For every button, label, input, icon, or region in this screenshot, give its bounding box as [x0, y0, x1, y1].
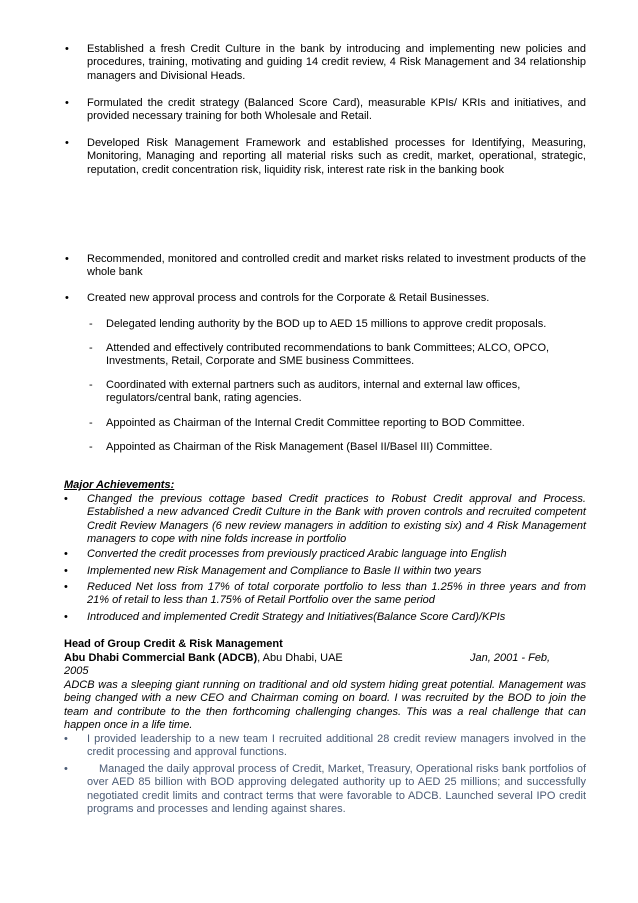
bullet-glyph: • [64, 493, 68, 505]
dash-text: Attended and effectively contributed recommendations to bank Committees; ALCO, OPCO, Investments, Retail, Corporate and SME business Committees. [106, 342, 550, 368]
job-bullet-text: Managed the daily approval process of Credit, Market, Treasury, Operational risks bank portfolios of over AED 85 billion with BOD approving delegated authority up to AED 25 millions; and successfully negotiated credit limits and contract terms that were favorable to ADCB. Launched several IPO credit programs and processes and lending against shares. [87, 763, 586, 816]
job-title: Head of Group Credit & Risk Management [64, 638, 283, 650]
bullet-text: Developed Risk Management Framework and established processes for Identifying, Measuring, Monitoring, Managing and reporting all material risks such as credit, market, operational, strategic, reputation, credit concentration risk, liquidity risk, interest rate risk in the banking book [87, 137, 586, 176]
bullet-glyph: • [64, 763, 68, 775]
achievement-text: Introduced and implemented Credit Strategy and Initiatives(Balance Score Card)/KPIs [87, 611, 506, 623]
achievement-text: Implemented new Risk Management and Compliance to Basle II within two years [87, 565, 482, 577]
dash-glyph: - [89, 342, 93, 354]
job-location: , Abu Dhabi, UAE [257, 652, 343, 664]
achievement-text: Changed the previous cottage based Credit practices to Robust Credit approval and Process. Established a new advanced Credit Culture in the Bank with proven controls and recruited competent Credit Review Managers (6 new review managers in addition to existing six) and 4 Risk Management managers to cope with nine folds increase in portfolio [87, 493, 586, 546]
dash-glyph: - [89, 441, 93, 453]
company-name: Abu Dhabi Commercial Bank (ADCB) [64, 652, 258, 664]
bullet-text: Established a fresh Credit Culture in the bank by introducing and implementing new policies and procedures, training, motivating and guiding 14 credit review, 4 Risk Management and 34 relationship managers and Divisional Heads. [87, 43, 586, 82]
dash-text: Coordinated with external partners such as auditors, internal and external law offices, regulators/central bank, rating agencies. [106, 379, 521, 405]
dash-glyph: - [89, 379, 93, 391]
dash-text: Appointed as Chairman of the Internal Credit Committee reporting to BOD Committee. [106, 417, 525, 429]
bullet-glyph: • [64, 548, 68, 560]
dash-text: Delegated lending authority by the BOD up to AED 15 millions to approve credit proposals. [106, 318, 547, 330]
achievement-text: Reduced Net loss from 17% of total corporate portfolio to less than 1.25% in three years and from 21% of retail to less than 1.75% of Retail Portfolio over the same period [87, 581, 586, 607]
bullet-text: Created new approval process and controls for the Corporate & Retail Businesses. [87, 292, 490, 304]
job-dates: Jan, 2001 - Feb, [470, 652, 551, 664]
bullet-glyph: • [65, 43, 69, 55]
bullet-glyph: • [65, 97, 69, 109]
job-company-line [64, 652, 343, 665]
job-summary: ADCB was a sleeping giant running on traditional and old system hiding great potential. Management was being changed with a new CEO and Chairman coming on board. I was recruited by the BOD to join the team and contribute to the then forthcoming challenging changes. This was a real challenge that can happen once in a life time. [64, 679, 586, 732]
job-bullet-text: I provided leadership to a new team I recruited additional 28 credit review managers involved in the credit processing and approval functions. [87, 733, 586, 759]
job-dates-cont: 2005 [64, 665, 89, 677]
achievement-text: Converted the credit processes from previously practiced Arabic language into English [87, 548, 507, 560]
dash-glyph: - [89, 417, 93, 429]
bullet-glyph: • [65, 137, 69, 149]
bullet-glyph: • [64, 581, 68, 593]
bullet-glyph: • [65, 292, 69, 304]
bullet-text: Formulated the credit strategy (Balanced Score Card), measurable KPIs/ KRIs and initiatives, and provided necessary training for both Wholesale and Retail. [87, 97, 586, 123]
dash-glyph: - [89, 318, 93, 330]
achievements-heading: Major Achievements: [64, 479, 175, 491]
dash-text: Appointed as Chairman of the Risk Management (Basel II/Basel III) Committee. [106, 441, 493, 453]
bullet-glyph: • [64, 611, 68, 623]
bullet-text: Recommended, monitored and controlled credit and market risks related to investment products of the whole bank [87, 253, 586, 279]
bullet-glyph: • [64, 565, 68, 577]
bullet-glyph: • [65, 253, 69, 265]
bullet-glyph: • [64, 733, 68, 745]
